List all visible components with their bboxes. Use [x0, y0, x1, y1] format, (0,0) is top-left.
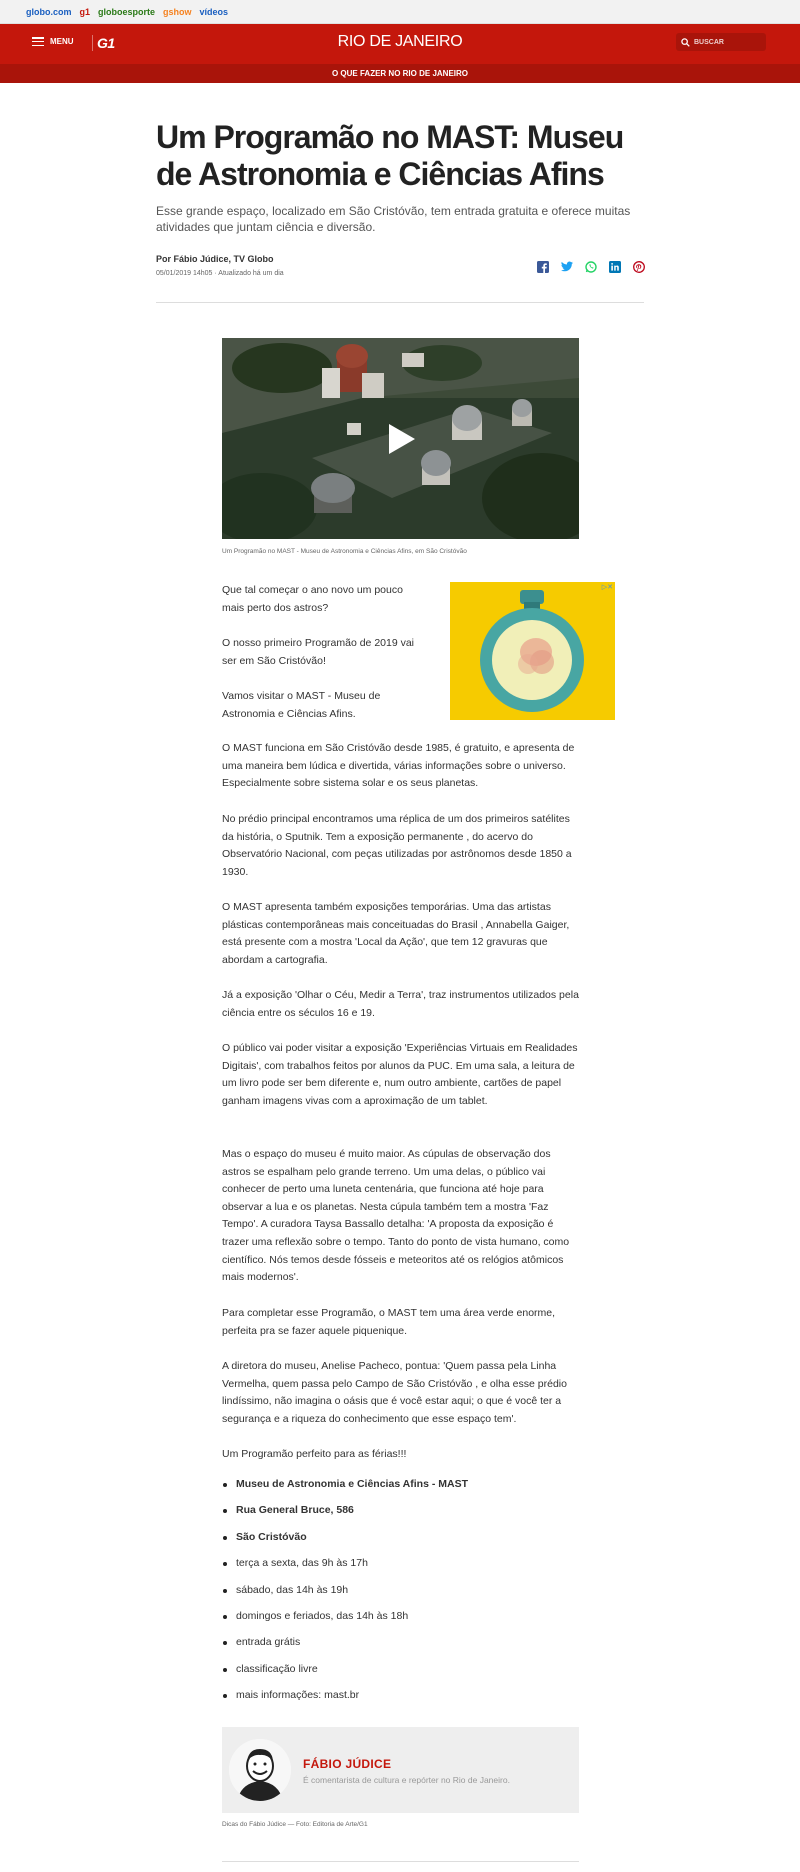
header-divider: [156, 302, 644, 303]
list-item: Museu de Astronomia e Ciências Afins - MAST: [222, 1476, 579, 1502]
link-g1[interactable]: g1: [79, 6, 91, 17]
facebook-icon[interactable]: [536, 260, 549, 273]
advertisement[interactable]: [450, 582, 615, 720]
link-gshow[interactable]: gshow: [163, 6, 192, 17]
author-box: [222, 1727, 579, 1813]
article-paragraph: Que tal começar o ano novo um pouco mais perto dos astros?: [222, 584, 403, 614]
region-title[interactable]: RIO DE JANEIRO: [337, 33, 463, 50]
g1-logo[interactable]: G1: [92, 35, 115, 51]
search-icon: [681, 38, 690, 47]
video-player[interactable]: [222, 338, 579, 539]
list-item: mais informações: mast.br: [222, 1687, 579, 1713]
list-item: terça a sexta, das 9h às 17h: [222, 1555, 579, 1581]
article-paragraph: O público vai poder visitar a exposição 'Experiências Virtuais em Realidades Digitais', com trabalhos feitos por alunos da PUC. Em uma sala, a leitura de um livro pode ser bem diferente e, num outro ambiente, cartões de papel ganham imagens vivas com a aproximação de um tablet.: [222, 1042, 578, 1107]
ad-close-icon[interactable]: ▷✕: [601, 584, 613, 591]
article-paragraph: O MAST funciona em São Cristóvão desde 1985, é gratuito, e apresenta de uma maneira bem lúdica e divertida, várias informações sobre o universo. Especialmente sobre sistema solar e os seus planetas.: [222, 742, 575, 790]
article-paragraph: Mas o espaço do museu é muito maior. As cúpulas de observação dos astros se espalham pelo grande terreno. Um uma delas, o público vai conhecer de perto uma luneta centenária, que funciona até hoje para observar a lua e os planetas. Nesta cúpula também tem a mostra 'Faz Tempo'. A curadora Taysa Bassallo detalha: 'A proposta da exposição é trazer uma reflexão sobre o tempo. Tanto do ponto de vista humano, como científico. Nós temos desde fósseis e meteoritos até os relógios atômicos mais modernos'.: [222, 1148, 570, 1284]
info-list: [222, 1476, 579, 1714]
list-item: sábado, das 14h às 19h: [222, 1582, 579, 1608]
linkedin-icon[interactable]: [608, 260, 621, 273]
article-paragraph: Já a exposição 'Olhar o Céu, Medir a Terra', traz instrumentos utilizados pela ciência entre os séculos 16 e 19.: [222, 989, 579, 1019]
article-paragraph: Um Programão perfeito para as férias!!!: [222, 1448, 407, 1460]
list-item: entrada grátis: [222, 1634, 579, 1660]
article-subtitle: Esse grande espaço, localizado em São Cristóvão, tem entrada gratuita e oferece muitas atividades que juntam ciência e diversão.: [156, 204, 631, 234]
list-item: domingos e feriados, das 14h às 18h: [222, 1608, 579, 1634]
pinterest-icon[interactable]: [632, 260, 645, 273]
whatsapp-icon[interactable]: [584, 260, 597, 273]
menu-label: MENU: [50, 37, 74, 46]
author-name[interactable]: FÁBIO JÚDICE: [303, 1757, 392, 1771]
search-input[interactable]: [676, 33, 766, 51]
article-paragraph: No prédio principal encontramos uma réplica de um dos primeiros satélites da história, o Sputnik. Tem a exposição permanente , do acervo do Observatório Nacional, com peças utilizadas por astrônomos desde 1850 a 1930.: [222, 813, 572, 878]
article-byline: Por Fábio Júdice, TV Globo: [156, 254, 274, 264]
article-paragraph: A diretora do museu, Anelise Pacheco, pontua: 'Quem passa pela Linha Vermelha, quem passa pelo Campo de São Cristóvão , e olha esse prédio lindíssimo, não imagina o oásis que é você estar aqui; o que é você ter a segurança e a riqueza do conhecimento que esse espaço tem'.: [222, 1360, 567, 1425]
search-placeholder: BUSCAR: [694, 38, 724, 46]
author-photo-credit: Dicas do Fábio Júdice — Foto: Editoria de Arte/G1: [222, 1821, 368, 1828]
article-paragraph: Vamos visitar o MAST - Museu de Astronomia e Ciências Afins.: [222, 690, 381, 720]
link-globo-com[interactable]: globo.com: [26, 6, 72, 17]
share-bar: [536, 260, 645, 273]
footer-divider: [222, 1861, 579, 1862]
link-globoesporte[interactable]: globoesporte: [98, 6, 156, 17]
ad-perfume-image: [450, 582, 615, 720]
play-icon[interactable]: [387, 422, 417, 456]
article-title: Um Programão no MAST: Museu de Astronomia e Ciências Afins: [156, 119, 624, 192]
section-subtitle-bar[interactable]: O QUE FAZER NO RIO DE JANEIRO: [0, 64, 800, 83]
list-item: classificação livre: [222, 1661, 579, 1687]
globo-top-bar: [0, 0, 800, 24]
article-paragraph: O MAST apresenta também exposições temporárias. Uma das artistas plásticas contemporâneas mais conceituadas do Brasil , Annabella Gaiger, está presente com a mostra 'Local da Ação', que tem 12 gravuras que abordam a cartografia.: [222, 901, 570, 966]
list-item: São Cristóvão: [222, 1529, 579, 1555]
link-videos[interactable]: vídeos: [199, 6, 229, 17]
article-paragraph: Para completar esse Programão, o MAST tem uma área verde enorme, perfeita pra se fazer aquele piquenique.: [222, 1307, 556, 1337]
article-dateline: 05/01/2019 14h05 · Atualizado há um dia: [156, 270, 284, 277]
author-avatar: [229, 1739, 291, 1801]
list-item: Rua General Bruce, 586: [222, 1502, 579, 1528]
article-paragraph: O nosso primeiro Programão de 2019 vai ser em São Cristóvão!: [222, 637, 415, 667]
video-caption: Um Programão no MAST - Museu de Astronomia e Ciências Afins, em São Cristóvão: [222, 548, 467, 555]
twitter-icon[interactable]: [560, 260, 573, 273]
author-description: É comentarista de cultura e repórter no Rio de Janeiro.: [303, 1775, 510, 1785]
